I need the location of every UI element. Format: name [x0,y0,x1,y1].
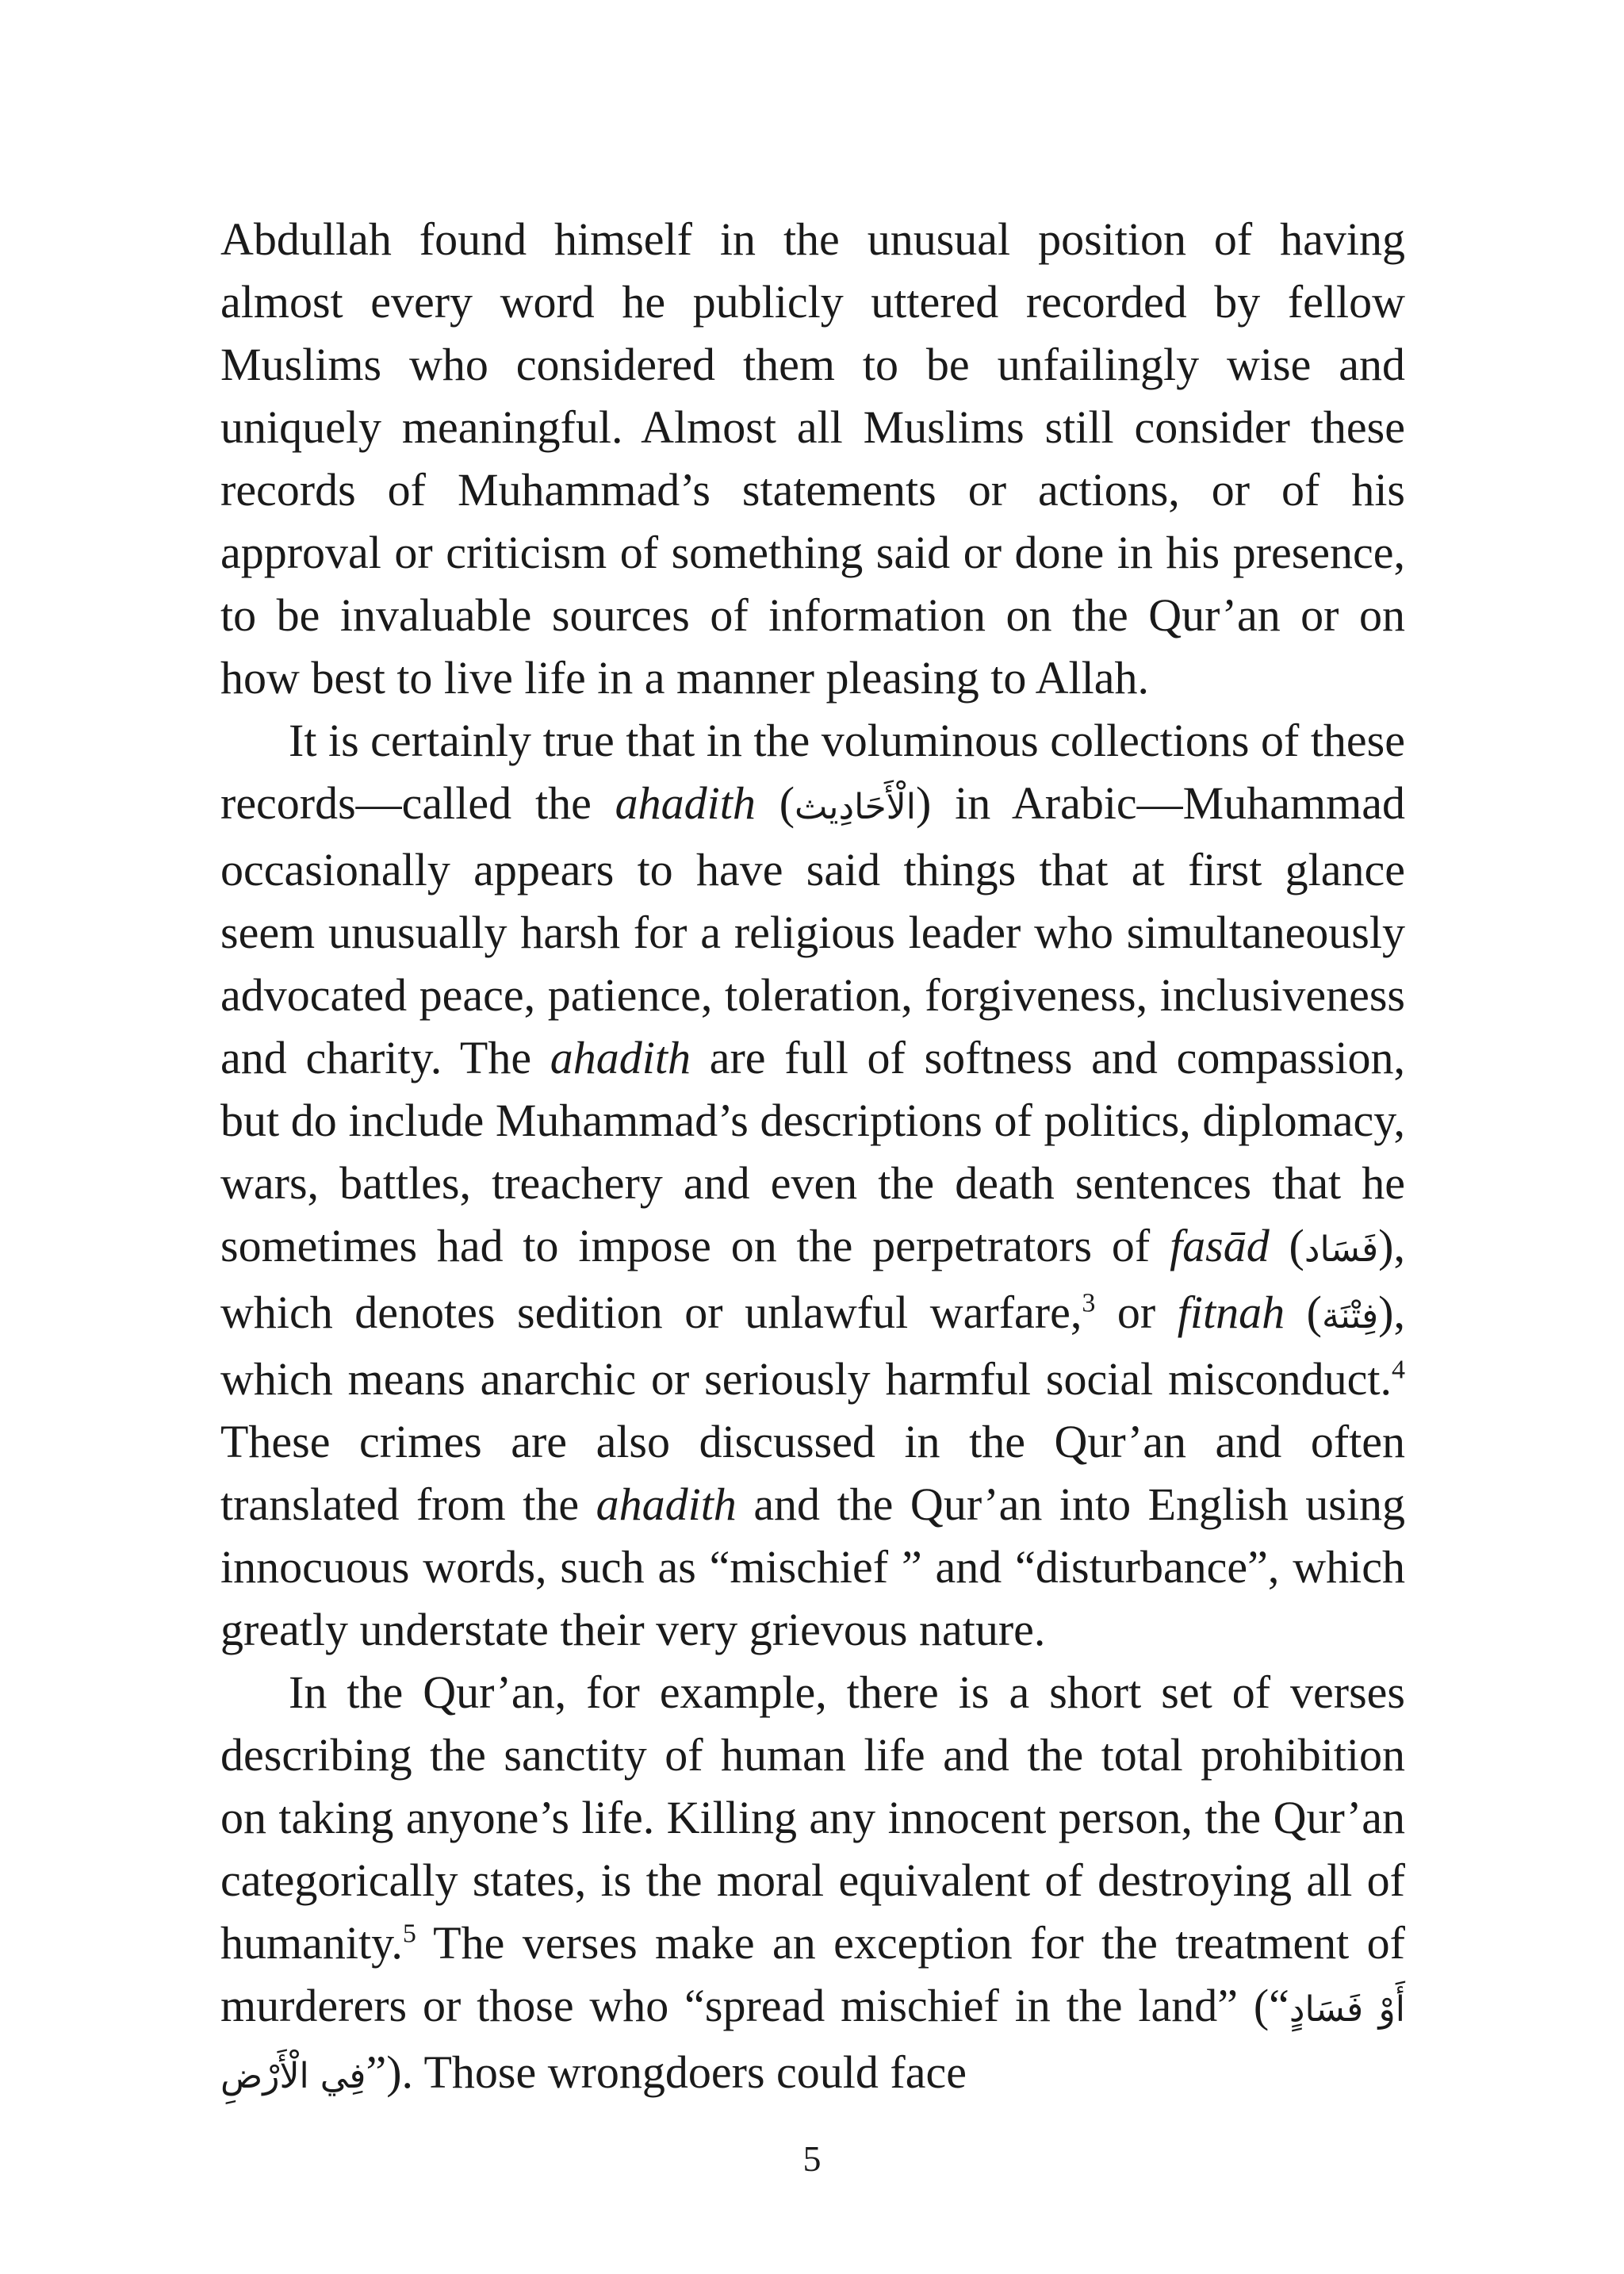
text-run: ), which means anarchic or seriously harmful social misconduct. [220,1287,1405,1405]
text-run: ”). Those wrongdoers could face [366,2046,967,2098]
text-run: It is certainly true that in the voluminous collections of these records—called the [220,715,1405,829]
paragraph-2 [220,709,1405,1661]
arabic-fasad: فَسَاد [1304,1229,1379,1270]
term-ahadith: ahadith [596,1478,737,1530]
paragraph-3 [220,1661,1405,2107]
footnote-ref-4[interactable]: 4 [1392,1355,1405,1385]
text-run: or [1095,1287,1178,1338]
text-run: and the Qur’an into English using innocuous words, such as “mischief ” and “disturbance”, which greatly understate their very grievous nature. [220,1478,1405,1655]
page-body [220,208,1405,2107]
text-run: ( [1269,1220,1304,1271]
text-run: The verses make an exception for the treatment of murderers or those who “spread mischief in the land” (“ [220,1917,1405,2031]
term-ahadith: ahadith [615,777,756,829]
text-run: In the Qur’an, for example, there is a short set of verses describing the sanctity of human life and the total prohibition on taking anyone’s life. Killing any innocent person, the Qur’an categorically states, is the moral equivalent of destroying all of humanity. [220,1666,1405,1969]
paragraph-1: Abdullah found himself in the unusual position of having almost every word he publicly uttered recorded by fellow Muslims who considered them to be unfailingly wise and uniquely meaningful. Almost all Muslims still consider these records of Muhammad’s statements or actions, or of his approval or criticism of something said or done in his presence, to be invaluable sources of information on the Qur’an or on how best to live life in a manner pleasing to Allah. [220,213,1405,704]
text-run: ) in Arabic—Muhammad occasionally appears to have said things that at first glance seem unusually harsh for a religious leader who simultaneously advocated peace, patience, toleration, forgiveness, inclusiveness and charity. The [220,777,1405,1083]
arabic-fitnah: فِتْنَة [1321,1296,1379,1336]
text-run: These crimes are also discussed in the Qur’an and often translated from the [220,1416,1405,1530]
term-fitnah: fitnah [1177,1287,1285,1338]
page-number: 5 [802,2138,822,2179]
footnote-ref-3[interactable]: 3 [1082,1288,1096,1318]
text-run: are full of softness and compassion, but do include Muhammad’s descriptions of politics, diplomacy, wars, battles, treachery and even the death sentences that he sometimes had to impose on the perpetrators of [220,1032,1405,1271]
footnote-ref-5[interactable]: 5 [402,1919,416,1949]
text-run: ), which denotes sedition or unlawful warfare, [220,1220,1405,1338]
arabic-ahadith: الْأَحَادِيث [795,787,916,827]
text-run: ( [1285,1287,1322,1338]
term-ahadith: ahadith [550,1032,691,1083]
text-run: ( [755,777,795,829]
term-fasad: fasād [1170,1220,1270,1271]
arabic-verse: أَوْ فَسَادٍ فِي الْأَرْضِ [220,1989,1405,2096]
